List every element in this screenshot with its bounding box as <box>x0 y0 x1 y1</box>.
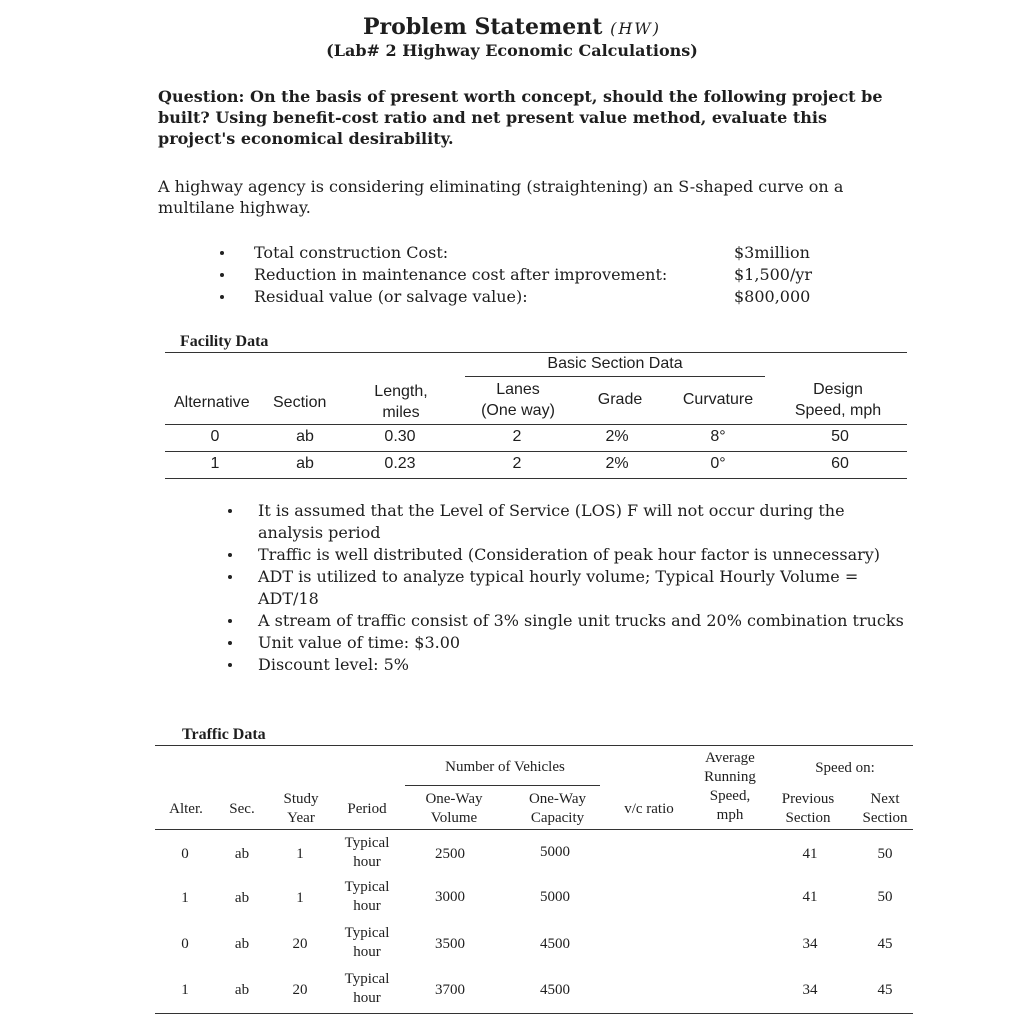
table-rule-top <box>165 352 907 353</box>
cell-period-line1: Typical <box>344 879 390 895</box>
cell-capacity: 4500 <box>540 982 570 998</box>
cell-period <box>335 834 399 872</box>
cell-period-line1: Typical <box>344 835 390 851</box>
cell-year: 20 <box>292 936 308 952</box>
cell-volume: 3000 <box>435 889 465 905</box>
cell-section: ab <box>296 428 314 445</box>
col-capacity <box>510 790 605 828</box>
cell-next-speed: 50 <box>877 889 893 905</box>
col-previous-section <box>772 790 844 828</box>
assumption-text: Unit value of time: $3.00 <box>258 633 461 652</box>
list-item <box>220 264 840 286</box>
list-item <box>220 242 840 264</box>
list-item <box>228 610 908 632</box>
cell-period-line2: hour <box>353 854 381 870</box>
intro-paragraph: A highway agency is considering eliminating (straightening) an S-shaped curve on a multilane highway. <box>158 177 844 217</box>
cell-period <box>335 878 399 916</box>
col-prev-line2: Section <box>785 810 831 826</box>
col-sec: Sec. <box>229 801 255 817</box>
cell-prev-speed: 41 <box>802 846 818 862</box>
col-section: Section <box>273 394 327 411</box>
col-capacity-line1: One-Way <box>528 791 587 807</box>
cell-next-speed: 45 <box>877 936 893 952</box>
bullet-icon <box>228 509 232 513</box>
cell-lanes: 2 <box>512 428 522 445</box>
bullet-icon <box>228 553 232 557</box>
col-study-line2: Year <box>287 810 315 826</box>
col-grade: Grade <box>597 391 643 408</box>
group-header-speed-on: Speed on: <box>815 760 875 776</box>
cell-sec: ab <box>234 936 250 952</box>
facility-data-heading: Facility Data <box>180 333 269 350</box>
col-curvature: Curvature <box>682 391 754 408</box>
table-rule-bottom <box>165 478 907 479</box>
col-prev-line1: Previous <box>781 791 835 807</box>
col-volume <box>408 790 500 828</box>
cell-alt: 0 <box>210 428 220 445</box>
cost-value: $3million <box>734 243 810 262</box>
group-header-rule <box>465 376 765 377</box>
cell-period-line2: hour <box>353 990 381 1006</box>
cell-sec: ab <box>234 846 250 862</box>
col-design-speed <box>778 379 898 421</box>
col-lanes <box>468 379 568 421</box>
cell-capacity: 4500 <box>540 936 570 952</box>
assumption-text: Discount level: 5% <box>258 655 409 674</box>
cell-period-line1: Typical <box>344 971 390 987</box>
col-lanes-line2: (One way) <box>481 402 555 419</box>
col-avg-speed-line1: Average <box>705 750 755 766</box>
bullet-icon <box>228 663 232 667</box>
cost-label: Residual value (or salvage value): <box>254 287 528 306</box>
cost-value: $1,500/yr <box>734 265 813 284</box>
col-capacity-line2: Capacity <box>530 810 585 826</box>
cell-period-line2: hour <box>353 944 381 960</box>
traffic-data-heading: Traffic Data <box>182 726 266 743</box>
cost-list <box>220 242 840 308</box>
col-avg-speed-line2: Running <box>704 769 756 785</box>
cell-period-line1: Typical <box>344 925 390 941</box>
cell-alt: 0 <box>181 936 189 952</box>
cell-capacity: 5000 <box>540 844 570 860</box>
list-item <box>228 566 908 610</box>
cost-label: Reduction in maintenance cost after improvement: <box>254 265 668 284</box>
assumption-text: ADT is utilized to analyze typical hourly volume; Typical Hourly Volume = ADT/18 <box>258 567 859 608</box>
cell-speed: 50 <box>831 428 849 445</box>
bullet-icon <box>220 273 224 277</box>
cell-volume: 3500 <box>435 936 465 952</box>
table-rule-header <box>165 424 907 425</box>
col-length <box>356 381 446 423</box>
cell-speed: 60 <box>831 455 849 472</box>
col-length-line1: Length, <box>374 383 428 400</box>
cell-period-line2: hour <box>353 898 381 914</box>
cell-grade: 2% <box>605 428 629 445</box>
assumption-text: Traffic is well distributed (Consideration of peak hour factor is unnecessary) <box>258 545 881 564</box>
col-alter: Alter. <box>169 801 203 817</box>
col-next-line1: Next <box>870 791 900 807</box>
cell-volume: 3700 <box>435 982 465 998</box>
col-volume-line1: One-Way <box>425 791 483 807</box>
col-study-year <box>272 790 330 828</box>
assumption-text: It is assumed that the Level of Service (LOS) F will not occur during the analysis period <box>258 501 845 542</box>
cell-curvature: 8° <box>710 428 726 445</box>
bullet-icon <box>228 575 232 579</box>
page-title <box>0 14 1024 40</box>
col-lanes-line1: Lanes <box>496 381 540 398</box>
question-text: Question: On the basis of present worth concept, should the following project be built? Using benefit-cost ratio and net present value method, evaluate this project's economical desirability. <box>158 87 883 148</box>
assumption-text: A stream of traffic consist of 3% single unit trucks and 20% combination trucks <box>258 611 904 630</box>
col-avg-speed-line4: mph <box>716 807 744 823</box>
cell-grade: 2% <box>605 455 629 472</box>
col-speed-line2: Speed, mph <box>794 402 882 419</box>
cell-next-speed: 45 <box>877 982 893 998</box>
col-alternative: Alternative <box>174 394 250 411</box>
col-next-section <box>853 790 917 828</box>
table-rule-bottom <box>155 1013 913 1014</box>
cell-year: 20 <box>292 982 308 998</box>
col-avg-speed <box>690 749 770 825</box>
list-item <box>228 632 908 654</box>
title-text: Problem Statement <box>363 14 603 40</box>
cell-prev-speed: 34 <box>802 936 818 952</box>
bullet-icon <box>228 619 232 623</box>
list-item <box>220 286 840 308</box>
list-item <box>228 544 908 566</box>
cell-year: 1 <box>296 846 304 862</box>
bullet-icon <box>220 295 224 299</box>
cell-alt: 1 <box>181 890 189 906</box>
cell-alt: 0 <box>181 846 189 862</box>
group-header: Basic Section Data <box>547 355 683 372</box>
table-rule-mid <box>165 451 907 452</box>
list-item <box>228 500 908 544</box>
cell-period <box>335 924 399 962</box>
col-study-line1: Study <box>283 791 319 807</box>
cell-curvature: 0° <box>710 455 726 472</box>
list-item <box>228 654 908 676</box>
group-header-vehicles: Number of Vehicles <box>445 759 565 775</box>
title-handwritten-note: (HW) <box>610 19 661 38</box>
cell-length: 0.30 <box>384 428 416 445</box>
assumptions-list <box>228 500 908 676</box>
col-length-line2: miles <box>382 404 420 421</box>
col-speed-line1: Design <box>813 381 863 398</box>
cell-next-speed: 50 <box>877 846 893 862</box>
bullet-icon <box>228 641 232 645</box>
cell-length: 0.23 <box>384 455 416 472</box>
cell-prev-speed: 34 <box>802 982 818 998</box>
cell-alt: 1 <box>210 455 220 472</box>
cell-alt: 1 <box>181 982 189 998</box>
cell-volume: 2500 <box>435 846 465 862</box>
cell-sec: ab <box>234 982 250 998</box>
cell-section: ab <box>296 455 314 472</box>
col-avg-speed-line3: Speed, <box>709 788 751 804</box>
cell-sec: ab <box>234 890 250 906</box>
cell-prev-speed: 41 <box>802 889 818 905</box>
cell-period <box>335 970 399 1008</box>
bullet-icon <box>220 251 224 255</box>
cell-lanes: 2 <box>512 455 522 472</box>
group-header-rule <box>405 785 600 786</box>
page-subtitle: (Lab# 2 Highway Economic Calculations) <box>326 41 698 60</box>
cell-capacity: 5000 <box>540 889 570 905</box>
cost-value: $800,000 <box>734 287 811 306</box>
col-period: Period <box>347 801 387 817</box>
cell-year: 1 <box>296 890 304 906</box>
table-rule-top <box>155 745 913 746</box>
col-vc-ratio: v/c ratio <box>624 801 674 817</box>
col-next-line2: Section <box>862 810 908 826</box>
col-volume-line2: Volume <box>430 810 478 826</box>
cost-label: Total construction Cost: <box>254 243 449 262</box>
table-rule-header <box>155 829 913 830</box>
